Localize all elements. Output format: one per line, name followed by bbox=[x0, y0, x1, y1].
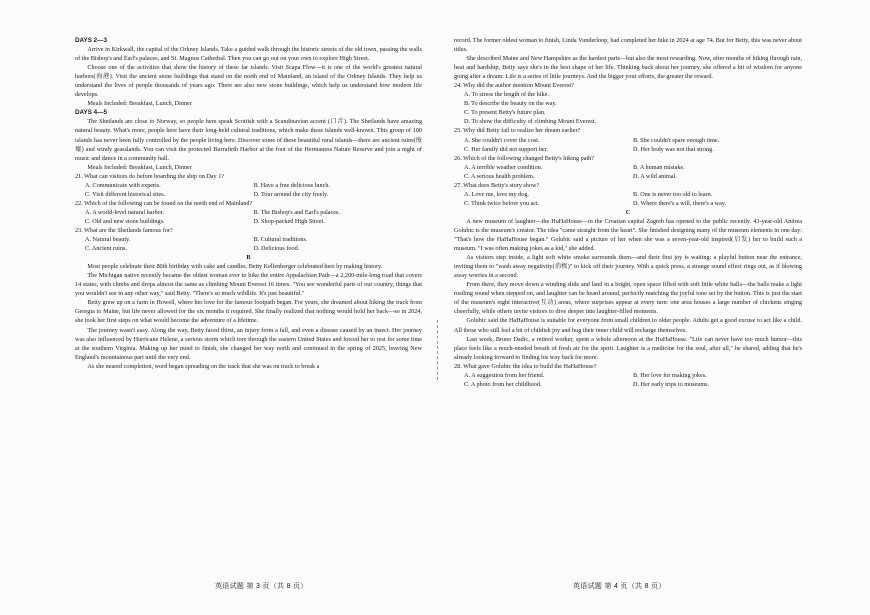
paragraph: The journey wasn't easy. Along the way, Betty faced thirst, an injury from a fall, and even a disease caused by an insect. Her journey was also influenced by Hurricane Helene, a serious storm which tore through the eastern United States and forced her to rest for some time at the southern Virginia. Making up her mind to finish, she changed her way north and continued in the spring of 2025, braving New England's mountainous part until the very end. bbox=[75, 326, 422, 361]
option: A. Natural beauty. bbox=[85, 236, 131, 244]
paragraph: She described Maine and New Hampshire as the hardest parts—but also the most rewarding. Now, after months of hiking through rain, heat and hardship, Betty says she's in the best shape of her life. Thinking back about her journey, she offered a bit of wisdom for anyone going after a dream: Life is a series of little journeys. And the bigger your efforts, the greater the reward. bbox=[454, 55, 802, 81]
paragraph: record. The former oldest woman to finish, Linda Vunderloop, had completed her hike in 2024 at age 74. But for Betty, this was never about titles. bbox=[454, 37, 802, 54]
option: D. Where there's a will, there's a way. bbox=[633, 199, 727, 207]
question-23: 23. What are the Shetlands famous for? bbox=[75, 226, 173, 234]
options-row bbox=[75, 217, 422, 226]
option: A. To stress the length of the hike. bbox=[464, 91, 549, 99]
option: D. Tour around the city freely. bbox=[253, 190, 329, 198]
days-2-3-heading: DAYS 2—3 bbox=[75, 37, 107, 44]
option: B. Have a free delicious lunch. bbox=[253, 181, 330, 189]
options-row bbox=[75, 235, 422, 244]
meals-included: Meals Included: Breakfast, Lunch, Dinner bbox=[87, 100, 192, 108]
paragraph: From there, they move down a winding slide and land in a bright, open space filled with soft little white balls—the balls make a light rustling sound when stepped on, and laughter can be heard around, perfectly matching the joyful tone set by the button. This is just the start of the museum's eight interactive(互动) areas, where surprises appear at every turn: one area houses a large number of chickens singing cheerfully, while others invite visitors to dive deeper into laughter-filled moments. bbox=[454, 281, 802, 316]
options-row bbox=[75, 208, 422, 217]
option: C. Ancient ruins. bbox=[85, 245, 127, 253]
options-row bbox=[454, 172, 802, 181]
options-row bbox=[75, 181, 422, 190]
options-row bbox=[75, 244, 422, 253]
page-footer: 英语试题 第 3 页（共 8 页） bbox=[215, 583, 308, 590]
option: C. Her family did not support her. bbox=[464, 145, 548, 153]
option: C. Think twice before you act. bbox=[464, 199, 540, 207]
option: A. She couldn't cover the cost. bbox=[464, 136, 540, 144]
options-row bbox=[454, 199, 802, 208]
options-row bbox=[454, 163, 802, 172]
option: A. A suggestion from her friend. bbox=[464, 371, 545, 379]
paragraph: Choose one of the activities that show the history of these far islands. Visit Scapa Flow—it is one of the world's greatest natural harbors(海港). Visit the ancient stone buildings that stand on the north end of Mainland, an island of the Orkney Islands. They help us understand the lives of people thousands of years ago. There are also new stone buildings, which help us understand how modern life develops. bbox=[75, 64, 422, 99]
paragraph: The Shetlands are close to Norway, so people here speak Scottish with a Scandinavian accent (口音). The Shetlands have amazing natural beauty. What's more, people here have their long-held cultural traditions, which make these islands well-known. This group of 100 islands has never been fully controlled by the people living here. Discover some of these beautiful rural islands—there are ancient ruins(废墟) and windy grasslands. You can visit the protected Burrafirth Harbor at the foot of the Hermaness Nature Reserve and join a night of music and dance in a community hall. bbox=[75, 118, 422, 162]
paragraph: As she neared completion, word began spreading on the track that she was on track to break a bbox=[87, 362, 320, 370]
paragraph: Last week, Bruno Dadic, a retired worker, spent a whole afternoon at the HuHaHouse. "Life can never have too much humor—this place feels like a much-needed breath of fresh air for the spirit. Laughter is a medicine for the soul, after all," he shared, adding that he's already looking forward to finding his way back for more. bbox=[454, 335, 802, 361]
options-row bbox=[454, 190, 802, 199]
options-row bbox=[454, 380, 802, 389]
question-21: 21. What can visitors do before boarding the ship on Day 1? bbox=[75, 172, 225, 180]
option: D. A wild animal. bbox=[633, 172, 677, 180]
left-page bbox=[75, 36, 422, 371]
options-row bbox=[454, 136, 802, 145]
question-24: 24. Why did the author mention Mount Everest? bbox=[454, 82, 574, 90]
option: C. Old and new stone buildings. bbox=[85, 217, 165, 225]
option: C. A serious health problem. bbox=[464, 172, 535, 180]
option: D. Shop-packed High Street. bbox=[253, 217, 325, 225]
option: B. The Bishop's and Earl's palaces. bbox=[253, 208, 340, 216]
option: A. Love me, love my dog. bbox=[464, 190, 529, 198]
question-22: 22. Which of the following can be found on the north end of Mainland? bbox=[75, 199, 253, 207]
meals-included: Meals Included: Breakfast, Lunch, Dinner bbox=[87, 163, 192, 171]
option: D. Her early trips to museums. bbox=[633, 380, 710, 388]
section-b-label: B bbox=[246, 254, 251, 262]
paragraph: Golubic said the HaHaHouse is suitable for everyone from small children to older people. Adults get a good excuse to act like a child. All those who still feel a bit of childish joy and hug their inner child will recharge themselves. bbox=[454, 317, 802, 334]
days-4-5-heading: DAYS 4—5 bbox=[75, 109, 107, 117]
option: A. A terrible weather condition. bbox=[464, 163, 543, 171]
paragraph: Betty grew up on a farm in Howell, where her love for the famous footpath began. For years, she dreamed about hiking the track from Georgia to Maine, but life never allowed for the six months it required. She finally realized that nothing would hold her back—so in 2024, she took her first steps on what would become the adventure of a lifetime. bbox=[75, 299, 422, 325]
paragraph: A new museum of laughter—the HuHaHouse—in the Croatian capital Zagreb has opened to the public recently. 43-year-old Andrea Golubic is the museum's creator. The idea "came straight from the heart". She finished designing many of the museum elements in one day: "That's how the HaHaHouse began." Golubic said a picture of her when she was a seven-year-old inspired(启发) her to build such a museum. "I was often making jokes as a kid," she added. bbox=[454, 217, 802, 253]
paragraph: As visitors step inside, a light soft white smoke surrounds them—and their first joy is waiting: a playful button near the entrance, inviting them to "wash away negativity(消极)" to kick off their journey. With a quick press, a strange sound effect rings out, as if blowing away worries in a second. bbox=[454, 254, 802, 280]
paragraph: Most people celebrate their 80th birthday with cake and candles. Betty Kellenberger celebrated hers by making history. bbox=[87, 263, 383, 271]
option: B. A human mistake. bbox=[633, 163, 685, 171]
option: C. Visit different historical sites. bbox=[85, 190, 166, 198]
options-row bbox=[75, 190, 422, 199]
option: C. A photo from her childhood. bbox=[464, 380, 542, 388]
option: B. Cultural traditions. bbox=[253, 236, 308, 244]
question-27: 27. What does Betty's story show? bbox=[454, 181, 540, 189]
option: B. One is never too old to learn. bbox=[633, 190, 713, 198]
question-25: 25. Why did Betty fail to realize her dream earlier? bbox=[454, 127, 581, 135]
page-footer: 英语试题 第 4 页（共 8 页） bbox=[573, 583, 666, 590]
paragraph: Arrive in Kirkwall, the capital of the Orkney Islands. Take a guided walk through the historic streets of the old town, passing the walls of the Bishop's and Earl's palaces, and St. Magnus Cathedral. Then you can go out on your own to explore High Street. bbox=[75, 46, 422, 63]
option: B. To describe the beauty on the way. bbox=[464, 100, 557, 108]
option: C. To present Betty's future plan. bbox=[464, 109, 546, 117]
paragraph: The Michigan native recently became the oldest woman ever to hike the entire Appalachian Path—a 2,200-mile-long road that covers 14 states, with climbs and drops almost the same as climbing Mount Everest 16 times. "You see wonderful parts of our country, things that you wouldn't see in any other way," said Betty. "There's so much wildlife. It's just beautiful." bbox=[75, 272, 422, 298]
option: B. She couldn't spare enough time. bbox=[633, 136, 720, 144]
option: A. A world-level natural harbor. bbox=[85, 208, 165, 216]
question-28: 28. What gave Golubic the idea to build the HaHaHouse? bbox=[454, 362, 597, 370]
options-row bbox=[454, 371, 802, 380]
option: B. Her love for making jokes. bbox=[633, 371, 707, 379]
question-26: 26. Which of the following changed Betty's hiking path? bbox=[454, 154, 595, 162]
option: D. Delicious food. bbox=[253, 245, 300, 253]
right-page bbox=[454, 36, 802, 389]
section-c-label: C bbox=[625, 208, 631, 216]
option: D. Her body was not that strong. bbox=[633, 145, 714, 153]
option: A. Communicate with experts. bbox=[85, 181, 161, 189]
options-row bbox=[454, 145, 802, 154]
page-divider bbox=[437, 320, 438, 380]
option: D. To show the difficulty of climbing Mount Everest. bbox=[464, 118, 597, 126]
